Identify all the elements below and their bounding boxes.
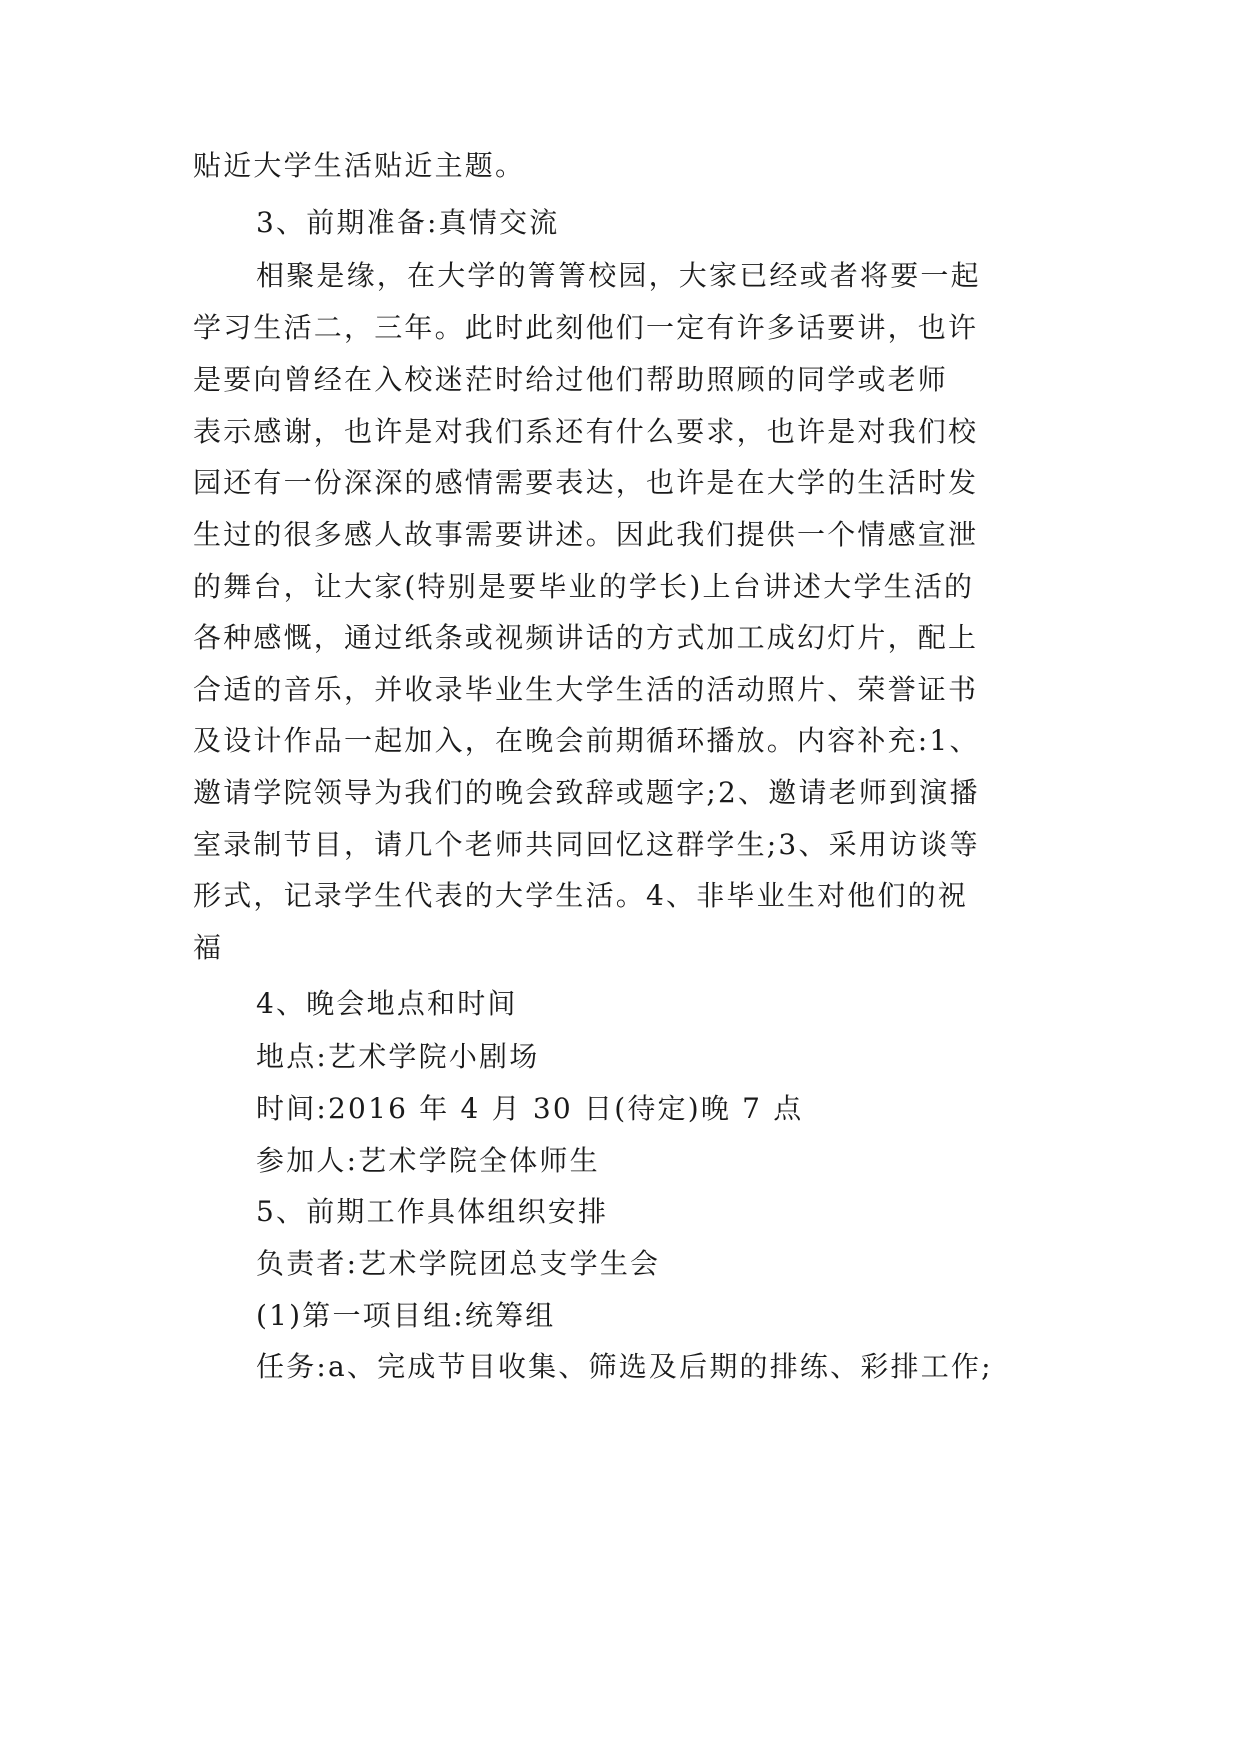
text-line-9: 的舞台，让大家(特别是要毕业的学长)上台讲述大学生活的 — [193, 570, 975, 603]
text-line-5: 是要向曾经在入校迷茫时给过他们帮助照顾的同学或老师 — [193, 363, 949, 396]
group-1-line: (1)第一项目组:统筹组 — [256, 1299, 556, 1332]
text-line-14: 室录制节目，请几个老师共同回忆这群学生;3、采用访谈等 — [193, 828, 980, 861]
text-line-3: 相聚是缘，在大学的箐箐校园，大家已经或者将要一起 — [256, 259, 981, 292]
time-line: 时间:2016 年 4 月 30 日(待定)晚 7 点 — [256, 1092, 804, 1125]
text-line-10: 各种感慨，通过纸条或视频讲话的方式加工成幻灯片，配上 — [193, 621, 979, 654]
text-line-13: 邀请学院领导为我们的晚会致辞或题字;2、邀请老师到演播 — [193, 776, 980, 809]
text-line-15: 形式，记录学生代表的大学生活。4、非毕业生对他们的祝 — [193, 879, 969, 912]
task-line: 任务:a、完成节目收集、筛选及后期的排练、彩排工作; — [256, 1350, 993, 1383]
text-line-16: 福 — [193, 931, 224, 964]
text-line-12: 及设计作品一起加入，在晚会前期循环播放。内容补充:1、 — [193, 724, 980, 757]
text-line-8: 生过的很多感人故事需要讲述。因此我们提供一个情感宣泄 — [193, 518, 979, 551]
section-heading-4: 4、晚会地点和时间 — [256, 987, 518, 1020]
text-line-7: 园还有一份深深的感情需要表达，也许是在大学的生活时发 — [193, 466, 979, 499]
text-line-1: 贴近大学生活贴近主题。 — [193, 149, 526, 182]
responsible-line: 负责者:艺术学院团总支学生会 — [256, 1247, 661, 1280]
location-line: 地点:艺术学院小剧场 — [256, 1040, 540, 1073]
section-heading-3: 3、前期准备:真情交流 — [256, 206, 560, 239]
text-line-6: 表示感谢，也许是对我们系还有什么要求，也许是对我们校 — [193, 415, 979, 448]
participants-line: 参加人:艺术学院全体师生 — [256, 1144, 600, 1177]
text-line-11: 合适的音乐，并收录毕业生大学生活的活动照片、荣誉证书 — [193, 673, 979, 706]
section-heading-5: 5、前期工作具体组织安排 — [256, 1195, 609, 1228]
text-line-4: 学习生活二，三年。此时此刻他们一定有许多话要讲，也许 — [193, 311, 979, 344]
